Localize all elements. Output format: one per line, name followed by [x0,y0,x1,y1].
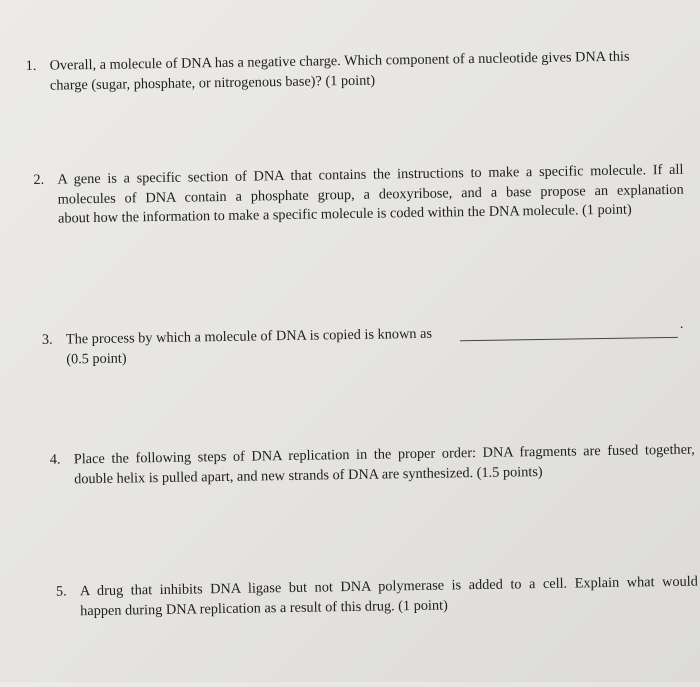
question-number: 1. [25,57,37,75]
question-line: A gene is a specific section of DNA that contains the instructions to make a specific molecule. If all [57,161,684,188]
question-line: charge (sugar, phosphate, or nitrogenous base)? (1 point) [49,72,376,94]
question-line: about how the information to make a specific molecule is coded within the DNA molecule. (1 point) [57,201,632,227]
question-line: (0.5 point) [66,350,127,367]
question-5 [56,573,699,622]
question-4 [50,441,696,490]
question-1 [26,47,677,96]
question-2 [33,161,684,230]
question-line: molecules of DNA contain a phosphate group, a deoxyribose, and a base propose an explanation [57,181,684,208]
question-text [66,321,693,370]
question-line: happen during DNA replication as a result of this drug. (1 point) [80,596,448,619]
question-3 [41,316,693,370]
question-line: A drug that inhibits DNA ligase but not DNA polymerase is added to a cell. Explain what would [79,573,698,600]
question-number: 4. [49,451,61,468]
question-text [57,161,684,229]
question-line: Place the following steps of DNA replication in the proper order: DNA fragments are fused together, [73,441,695,468]
question-line: The process by which a molecule of DNA is copied is known as [65,325,433,348]
question-number: 3. [41,331,53,348]
question-text [49,47,676,96]
blank-end-punctuation: . [679,316,684,332]
question-text [74,441,696,490]
question-line: Overall, a molecule of DNA has a negative charge. Which component of a nucleotide gives DNA this [49,48,630,74]
question-text [80,573,699,622]
question-number: 2. [33,171,45,188]
question-number: 5. [55,583,67,600]
question-line: double helix is pulled apart, and new strands of DNA are synthesized. (1.5 points) [74,463,543,487]
